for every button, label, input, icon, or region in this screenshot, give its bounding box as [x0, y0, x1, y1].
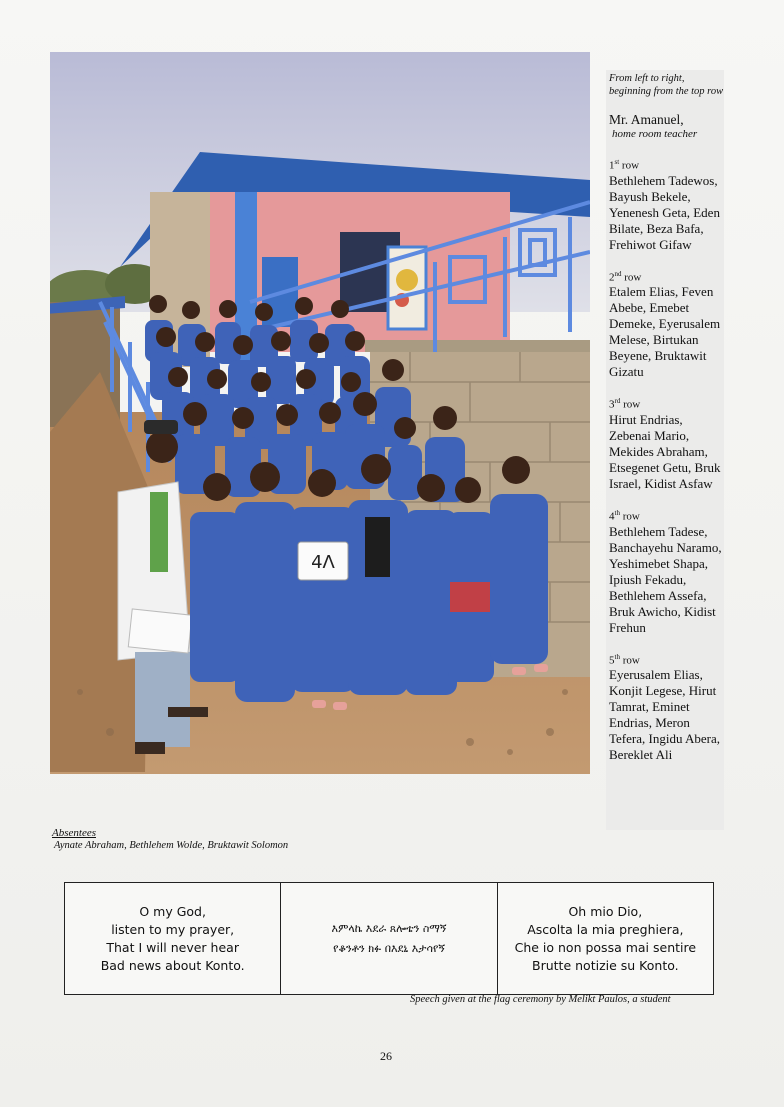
class-sign-text: 4Λ [311, 552, 335, 573]
row-title-3: 3rd row [609, 397, 641, 411]
speech-caption: Speech given at the flag ceremony by Melikt Paulos, a student [410, 994, 671, 1005]
names-sidebar [606, 70, 724, 830]
prayer-amharic-line: የቆንቶን ክፉ በእደኒ እታሳየኝ [333, 941, 445, 955]
prayer-amharic [280, 883, 496, 994]
prayer-italian [497, 883, 713, 994]
page-number: 26 [380, 1049, 392, 1063]
teacher-role: home room teacher [612, 128, 698, 140]
row-names-4: Bethlehem Tadese, Banchayehu Naramo, Yeshimebet Shapa, Ipiush Fekadu, Bethlehem Assefa, Bruk Awicho, Kidist Frehun [609, 523, 722, 635]
class-photo-illustration [50, 52, 590, 774]
row-title-1: 1st row [609, 158, 640, 172]
prayer-italian-line: Brutte notizie su Konto. [532, 957, 679, 973]
prayer-italian-line: Ascolta la mia preghiera, [527, 921, 684, 937]
absentees-title: Absentees [52, 827, 96, 839]
prayer-english-line: That I will never hear [106, 939, 239, 955]
prayer-english [65, 883, 280, 994]
row-block-4 [609, 506, 724, 636]
teacher-name: Mr. Amanuel, [609, 112, 684, 127]
photo-order-caption: From left to right, beginning from the top row [609, 73, 724, 97]
row-names-3: Hirut Endrias, Zebenai Mario, Mekides Abraham, Etsegenet Getu, Bruk Israel, Kidist Asfaw [609, 411, 721, 491]
row-title-2: 2nd row [609, 269, 642, 284]
prayer-amharic-line: እምላኬ እደራ ጸሎቴን ስማኝ [331, 921, 447, 935]
prayer-table [64, 882, 714, 995]
row-title-5: 5th row [609, 652, 640, 667]
row-block-5 [609, 650, 724, 764]
prayer-italian-line: Che io non possa mai sentire [514, 939, 697, 955]
row-title-4: 4th row [609, 508, 640, 523]
prayer-english-line: listen to my prayer, [111, 921, 235, 937]
row-block-1 [609, 155, 724, 253]
prayer-italian-line: Oh mio Dio, [568, 903, 643, 919]
row-block-3 [609, 394, 724, 492]
row-block-2 [609, 267, 724, 381]
row-names-1: Bethlehem Tadewos, Bayush Bekele, Yenenesh Geta, Eden Bilate, Beza Bafa, Frehiwot Gifaw [609, 172, 720, 252]
absentees-names: Aynate Abraham, Bethlehem Wolde, Bruktawit Solomon [54, 840, 289, 851]
prayer-english-line: O my God, [139, 903, 206, 919]
prayer-english-line: Bad news about Konto. [100, 957, 245, 973]
row-names-5: Eyerusalem Elias, Konjit Legese, Hirut Tamrat, Eminet Endrias, Meron Tefera, Ingidu Abera, Bereklet Ali [609, 667, 720, 763]
class-photo [50, 52, 590, 774]
row-names-2: Etalem Elias, Feven Abebe, Emebet Demeke, Eyerusalem Melese, Birtukan Beyene, Bruktawit Gizatu [609, 284, 721, 380]
